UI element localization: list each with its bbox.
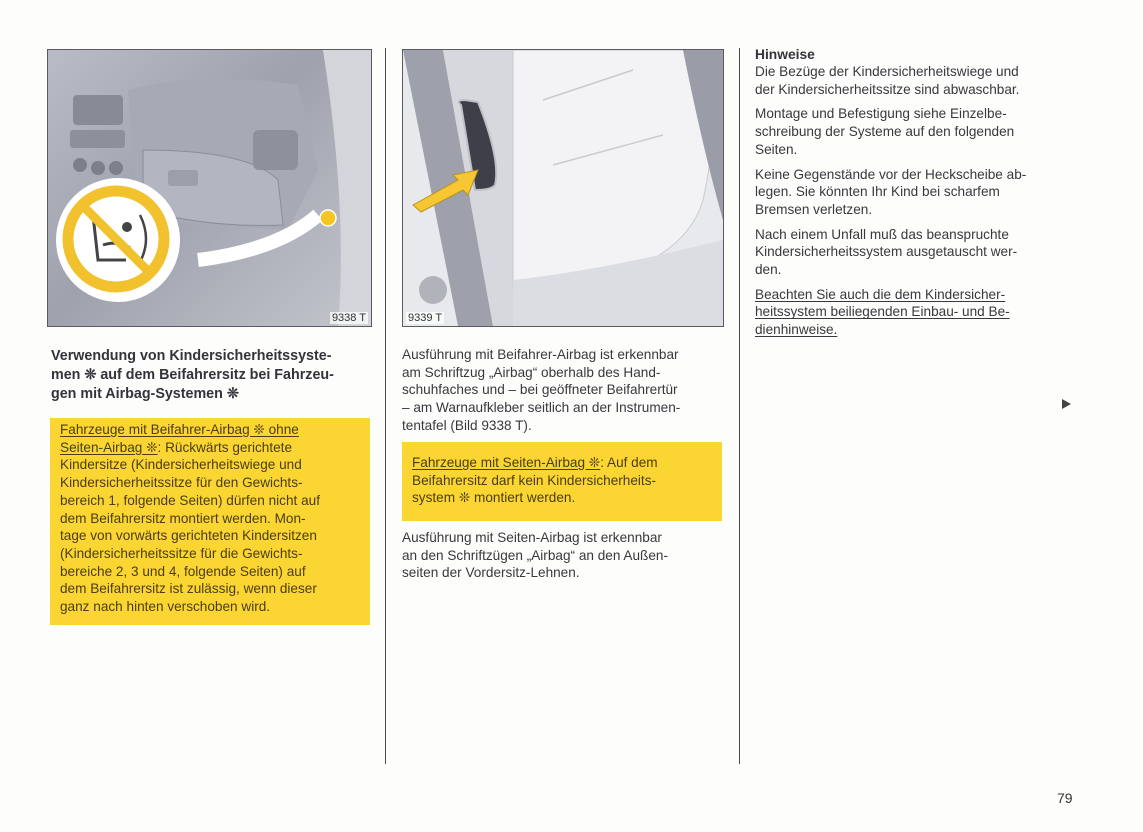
body-paragraph [402,346,727,435]
paragraph-line: Ausführung mit Beifahrer-Airbag ist erkennbar [402,347,679,362]
notes-paragraph-underlined [755,286,1095,339]
next-page-arrow-icon [1062,399,1071,409]
paragraph-line: dienhinweise. [755,322,838,338]
heading-line: gen mit Airbag-Systemen ❊ [51,386,239,402]
paragraph-line: schuhfaches und – bei geöffneter Beifahrertür [402,382,678,398]
paragraph-line: Bremsen verletzen. [755,201,873,217]
paragraph-line: Beachten Sie auch die dem Kindersicher- [755,286,1006,302]
seat-illustration [403,50,723,326]
air-vent-icon [73,95,123,125]
figure-dashboard [47,49,372,327]
warning-line: bereiche 2, 3 und 4, folgende Seiten) auf [60,563,306,579]
paragraph-line: heitssystem beiliegenden Einbau- und Be- [755,304,1010,320]
notes-paragraph [755,63,1095,98]
paragraph-line: an den Schriftzügen „Airbag“ an den Außen- [402,547,669,563]
dashboard-illustration [48,50,371,326]
section-heading [51,347,371,404]
paragraph-line: am Schriftzug „Airbag“ oberhalb des Hand- [402,364,661,380]
notes-paragraph [755,226,1095,279]
warning-line: system ❊ montiert werden. [412,490,576,506]
paragraph-line: seiten der Vordersitz-Lehnen. [402,565,580,581]
paragraph-line: Nach einem Unfall muß das beanspruchte [755,226,1009,242]
figure-seat-airbag [402,49,724,327]
warning-line: Kindersicherheitssitze für den Gewichts- [60,475,303,491]
notes-paragraph [755,105,1095,158]
warning-box [50,418,370,625]
warning-title: Fahrzeuge mit Seiten-Airbag ❊ [412,455,601,470]
warning-line: tage von vorwärts gerichteten Kindersitzen [60,528,317,544]
warning-text: : Auf dem [600,455,658,470]
paragraph-line: Keine Gegenstände vor der Heckscheibe ab- [755,166,1027,182]
column-divider [385,48,386,764]
warning-line: Kindersitze (Kindersicherheitswiege und [60,457,302,473]
figure-label: 9339 T [408,312,443,324]
body-paragraph [402,529,727,582]
no-child-seat-airbag-icon [68,191,164,287]
warning-line: dem Beifahrersitz montiert werden. Mon- [60,510,306,526]
paragraph-line: den. [755,262,782,278]
heading-line: men ❊ auf dem Beifahrersitz bei Fahrzeu- [51,367,334,383]
paragraph-line: tentafel (Bild 9338 T). [402,417,532,433]
warning-line: Beifahrersitz darf kein Kindersicherheits- [412,472,657,488]
warning-line: dem Beifahrersitz ist zulässig, wenn dieser [60,581,317,597]
warning-title: Seiten-Airbag ❊ [60,439,158,455]
warning-title: Fahrzeuge mit Beifahrer-Airbag ❊ ohne [60,422,299,437]
warning-line: bereich 1, folgende Seiten) dürfen nicht auf [60,492,320,508]
paragraph-line: – am Warnaufkleber seitlich an der Instrumen- [402,400,681,416]
notes-paragraph [755,166,1095,219]
air-vent-icon [253,130,298,170]
figure-label: 9338 T [331,312,366,324]
notes-section [755,46,1095,346]
heading-line: Verwendung von Kindersicherheitssyste- [51,348,332,364]
page-number: 79 [1057,790,1073,806]
warning-box [402,442,722,521]
paragraph-line: Montage und Befestigung siehe Einzelbe- [755,106,1007,122]
paragraph-line: schreibung der Systeme auf den folgenden [755,124,1015,140]
paragraph-line: legen. Sie könnten Ihr Kind bei scharfem [755,184,1000,200]
column-divider [739,48,740,764]
warning-sticker-icon [320,210,336,226]
paragraph-line: Die Bezüge der Kindersicherheitswiege und [755,64,1019,79]
paragraph-line: der Kindersicherheitssitze sind abwaschbar. [755,81,1020,97]
warning-line: ganz nach hinten verschoben wird. [60,599,271,615]
paragraph-line: Kindersicherheitssystem ausgetauscht wer- [755,244,1018,260]
warning-text: : Rückwärts gerichtete [157,439,293,455]
notes-heading: Hinweise [755,47,815,62]
paragraph-line: Ausführung mit Seiten-Airbag ist erkennbar [402,530,662,545]
warning-line: (Kindersicherheitssitze für die Gewichts- [60,545,303,561]
paragraph-line: Seiten. [755,141,798,157]
